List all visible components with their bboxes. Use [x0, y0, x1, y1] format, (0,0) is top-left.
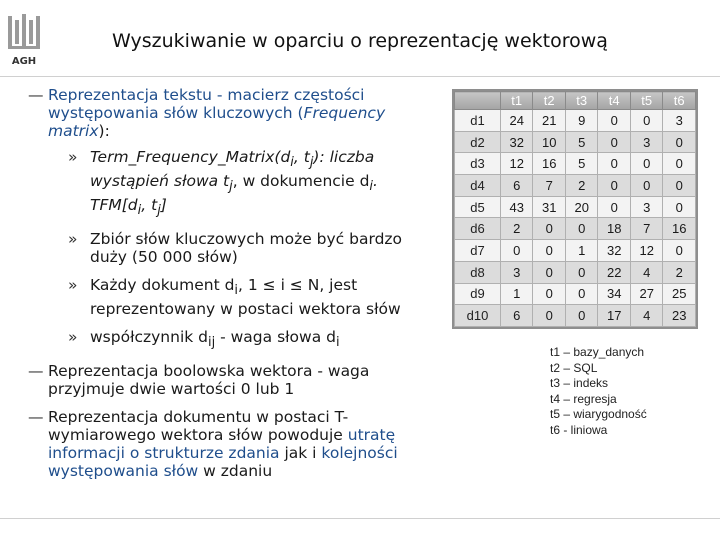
frequency-table: [454, 91, 696, 327]
header-divider: [0, 76, 720, 77]
table-header-cell: t2: [533, 92, 566, 110]
table-cell: 43: [500, 196, 533, 218]
table-cell: 0: [565, 261, 598, 283]
table-cell: 1: [565, 240, 598, 262]
table-cell: 2: [663, 261, 696, 283]
table-header-cell: t1: [500, 92, 533, 110]
row-header-cell: d6: [455, 218, 501, 240]
table-cell: 0: [500, 240, 533, 262]
legend-item: t5 – wiarygodność: [550, 407, 647, 421]
table-cell: 17: [598, 305, 631, 327]
table-cell: 32: [500, 131, 533, 153]
table-cell: 9: [565, 110, 598, 132]
table-cell: 0: [663, 175, 696, 197]
footer-divider: [0, 518, 720, 519]
table-cell: 2: [500, 218, 533, 240]
legend-item: t3 – indeks: [550, 376, 609, 390]
table-cell: 20: [565, 196, 598, 218]
logo-text: AGH: [11, 56, 37, 67]
table-cell: 0: [598, 175, 631, 197]
table-cell: 0: [663, 240, 696, 262]
row-header-cell: d2: [455, 131, 501, 153]
table-cell: 10: [533, 131, 566, 153]
table-header-cell: t4: [598, 92, 631, 110]
table-cell: 5: [565, 131, 598, 153]
table-cell: 0: [565, 218, 598, 240]
table-row: [455, 131, 696, 153]
legend-item: t2 – SQL: [550, 360, 598, 375]
row-header-cell: d7: [455, 240, 501, 262]
sub-bullet-keyword-set: » Zbiór słów kluczowych może być bardzo duży (50 000 słów): [68, 230, 403, 267]
term-legend: [550, 345, 647, 438]
table-row: [455, 218, 696, 240]
table-cell: 1: [500, 283, 533, 305]
table-cell: 2: [565, 175, 598, 197]
table-cell: 7: [630, 218, 663, 240]
table-header-row: [455, 92, 696, 110]
table-header-cell: t5: [630, 92, 663, 110]
table-cell: 0: [630, 153, 663, 175]
table-cell: 7: [533, 175, 566, 197]
sub-bullet-document-vector: » Każdy dokument $d_i$, 1 ≤ i ≤ N, jest reprezentowany w postaci wektora słów: [68, 276, 401, 319]
table-cell: 4: [630, 305, 663, 327]
table-cell: 5: [565, 153, 598, 175]
sub-bullet-tfm: » $Term\_Frequency\_Matrix(d_i$, $t_j$): liczba wystąpień słowa $t_j$, w dokumencie $d_i$. $TFM[d_i$, $t_j$]: [68, 148, 378, 219]
table-row: [455, 175, 696, 197]
legend-item: t6 - liniowa: [550, 422, 608, 437]
table-cell: 0: [663, 196, 696, 218]
row-header-cell: d5: [455, 196, 501, 218]
table-row: [455, 283, 696, 305]
table-cell: 21: [533, 110, 566, 132]
table-cell: 32: [598, 240, 631, 262]
table-cell: 0: [533, 218, 566, 240]
slide-content: [28, 86, 438, 480]
row-header-cell: d8: [455, 261, 501, 283]
table-cell: 24: [500, 110, 533, 132]
table-cell: 0: [533, 261, 566, 283]
row-header-cell: d1: [455, 110, 501, 132]
table-cell: 0: [533, 240, 566, 262]
bullet-text-representation: — Reprezentacja tekstu - macierz częstości występowania słów kluczowych (Frequency matrix):: [28, 86, 386, 140]
table-cell: 0: [663, 153, 696, 175]
sub-bullet-marker: »: [68, 148, 78, 166]
table-row: [455, 240, 696, 262]
table-cell: 0: [598, 153, 631, 175]
row-header-cell: d9: [455, 283, 501, 305]
table-cell: 27: [630, 283, 663, 305]
legend-item: t4 – regresja: [550, 391, 617, 406]
legend-item: t1 – bazy_danych: [550, 345, 645, 359]
table-cell: 18: [598, 218, 631, 240]
term-frequency-matrix: [452, 89, 698, 329]
slide-title: Wyszukiwanie w oparciu o reprezentację wektorową: [112, 30, 608, 52]
table-cell: 3: [630, 131, 663, 153]
table-cell: 6: [500, 175, 533, 197]
table-cell: 0: [533, 305, 566, 327]
table-header-cell: t3: [565, 92, 598, 110]
table-cell: 0: [663, 131, 696, 153]
row-header-cell: d10: [455, 305, 501, 327]
table-cell: 0: [598, 196, 631, 218]
table-cell: 6: [500, 305, 533, 327]
bullet-information-loss: — Reprezentacja dokumentu w postaci T-wymiarowego wektora słów powoduje utratę informacji o strukturze zdania jak i kolejności występowania słów w zdaniu: [28, 408, 398, 481]
table-cell: 25: [663, 283, 696, 305]
table-cell: 12: [500, 153, 533, 175]
row-header-cell: d3: [455, 153, 501, 175]
table-cell: 0: [533, 283, 566, 305]
sub-bullet-weight: » współczynnik $d_{ij}$ - waga słowa $d_i$: [68, 328, 340, 351]
table-cell: 22: [598, 261, 631, 283]
table-row: [455, 305, 696, 327]
table-cell: 3: [500, 261, 533, 283]
table-header-cell: t6: [663, 92, 696, 110]
table-cell: 0: [565, 305, 598, 327]
table-cell: 0: [598, 131, 631, 153]
table-cell: 16: [663, 218, 696, 240]
table-cell: 12: [630, 240, 663, 262]
table-cell: 31: [533, 196, 566, 218]
table-cell: 0: [630, 175, 663, 197]
table-cell: 0: [598, 110, 631, 132]
table-cell: 0: [630, 110, 663, 132]
table-cell: 23: [663, 305, 696, 327]
row-header-cell: d4: [455, 175, 501, 197]
bullet-marker: —: [28, 86, 44, 104]
table-row: [455, 153, 696, 175]
table-header-cell: [455, 92, 501, 110]
table-cell: 4: [630, 261, 663, 283]
table-cell: 34: [598, 283, 631, 305]
table-cell: 16: [533, 153, 566, 175]
table-cell: 0: [565, 283, 598, 305]
table-row: [455, 110, 696, 132]
table-row: [455, 261, 696, 283]
table-row: [455, 196, 696, 218]
bullet-boolean-representation: — Reprezentacja boolowska wektora - waga przyjmuje dwie wartości 0 lub 1: [28, 362, 370, 399]
table-cell: 3: [630, 196, 663, 218]
table-cell: 3: [663, 110, 696, 132]
